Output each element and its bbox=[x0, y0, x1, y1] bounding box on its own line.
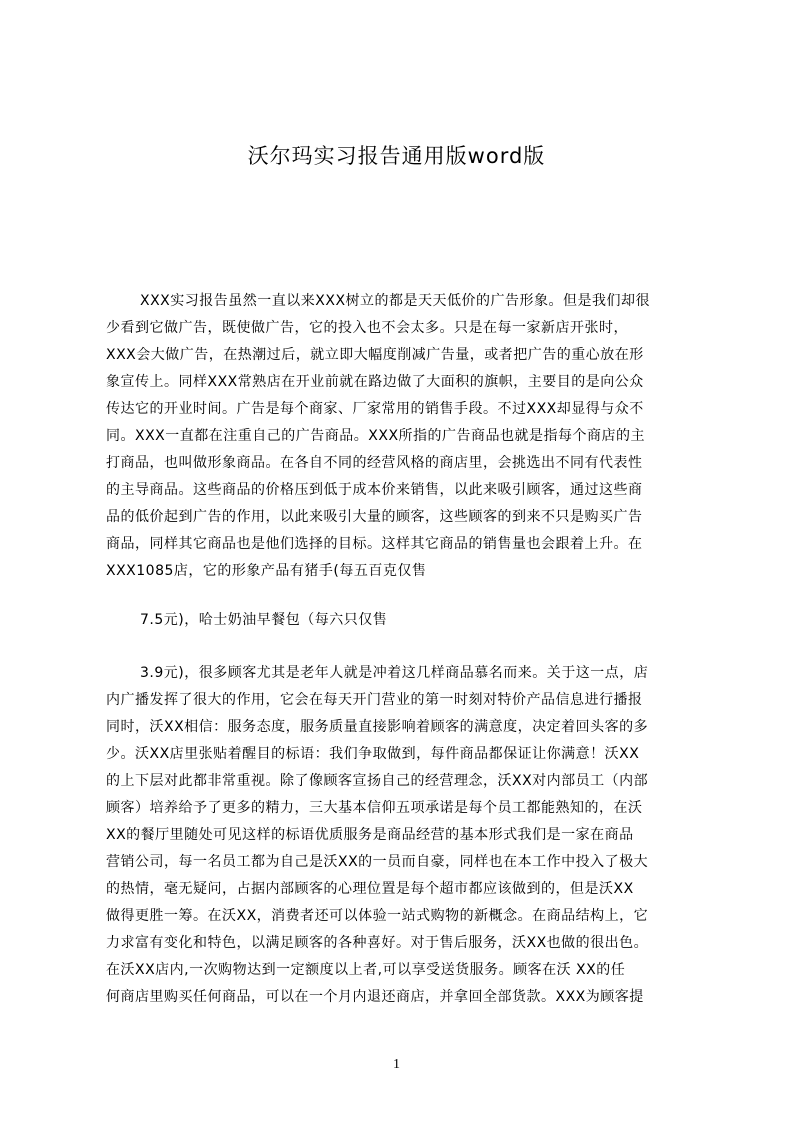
paragraph-line: 打商品，也叫做形象商品。在各自不同的经营风格的商店里，会挑选出不同有代表性 bbox=[106, 455, 643, 471]
paragraph-line: 品的低价起到广告的作用，以此来吸引大量的顾客，这些顾客的到来不只是购买广告 bbox=[106, 509, 643, 525]
paragraph-line: 在沃XX店内,一次购物达到一定额度以上者,可以享受送货服务。顾客在沃 XX的任 bbox=[106, 962, 626, 978]
paragraph-line: 7.5元)，哈士奶油早餐包（每六只仅售 bbox=[140, 612, 388, 628]
paragraph-line: XXX实习报告虽然一直以来XXX树立的都是天天低价的广告形象。但是我们却很 bbox=[140, 293, 651, 309]
paragraph-line: 做得更胜一筹。在沃XX，消费者还可以体验一站式购物的新概念。在商品结构上，它 bbox=[106, 908, 649, 924]
paragraph-line: 营销公司，每一名员工都为自己是沃XX的一员而自豪，同样也在本工作中投入了极大 bbox=[106, 854, 649, 870]
paragraph-line: XXX1085店，它的形象产品有猪手(每五百克仅售 bbox=[106, 563, 427, 579]
paragraph-line: 少看到它做广告，既使做广告，它的投入也不会太多。只是在每一家新店开张时， bbox=[106, 320, 628, 336]
paragraph-line: 力求富有变化和特色，以满足顾客的各种喜好。对于售后服务，沃XX也做的很出色。 bbox=[106, 935, 649, 951]
paragraph-line: 3.9元)，很多顾客尤其是老年人就是冲着这几样商品慕名而来。关于这一点，店 bbox=[140, 665, 649, 681]
paragraph-line: 传达它的开业时间。广告是每个商家、厂家常用的销售手段。不过XXX却显得与众不 bbox=[106, 401, 644, 417]
paragraph-line: XX的餐厅里随处可见这样的标语优质服务是商品经营的基本形式我们是一家在商品 bbox=[106, 827, 634, 843]
paragraph-line: 顾客）培养给予了更多的精力，三大基本信仰五项承诺是每个员工都能熟知的，在沃 bbox=[106, 800, 643, 816]
paragraph-line: XXX会大做广告，在热潮过后，就立即大幅度削减广告量，或者把广告的重心放在形 bbox=[106, 347, 644, 363]
paragraph-line: 的热情，毫无疑问，占据内部顾客的心理位置是每个超市都应该做到的，但是沃XX bbox=[106, 881, 634, 897]
paragraph-line: 内广播发挥了很大的作用，它会在每天开门营业的第一时刻对特价产品信息进行播报 bbox=[106, 692, 643, 708]
paragraph-line: 的上下层对此都非常重视。除了像顾客宣扬自己的经营理念，沃XX对内部员工（内部 bbox=[106, 773, 649, 789]
document-title: 沃尔玛实习报告通用版word版 bbox=[247, 144, 546, 168]
paragraph-line: 的主导商品。这些商品的价格压到低于成本价来销售，以此来吸引顾客，通过这些商 bbox=[106, 482, 643, 498]
paragraph-line: 少。沃XX店里张贴着醒目的标语：我们争取做到，每件商品都保证让你满意！沃XX bbox=[106, 746, 640, 762]
paragraph-line: 同时，沃XX相信：服务态度，服务质量直接影响着顾客的满意度，决定着回头客的多 bbox=[106, 719, 649, 735]
paragraph-line: 象宣传上。同样XXX常熟店在开业前就在路边做了大面积的旗帜，主要目的是向公众 bbox=[106, 374, 644, 390]
paragraph-line: 商品，同样其它商品也是他们选择的目标。这样其它商品的销售量也会跟着上升。在 bbox=[106, 536, 643, 552]
paragraph-line: 同。XXX一直都在注重自己的广告商品。XXX所指的广告商品也就是指每个商店的主 bbox=[106, 428, 646, 444]
paragraph-line: 何商店里购买任何商品，可以在一个月内退还商店，并拿回全部货款。XXX为顾客提 bbox=[106, 989, 644, 1005]
page-number: 1 bbox=[393, 1057, 400, 1072]
